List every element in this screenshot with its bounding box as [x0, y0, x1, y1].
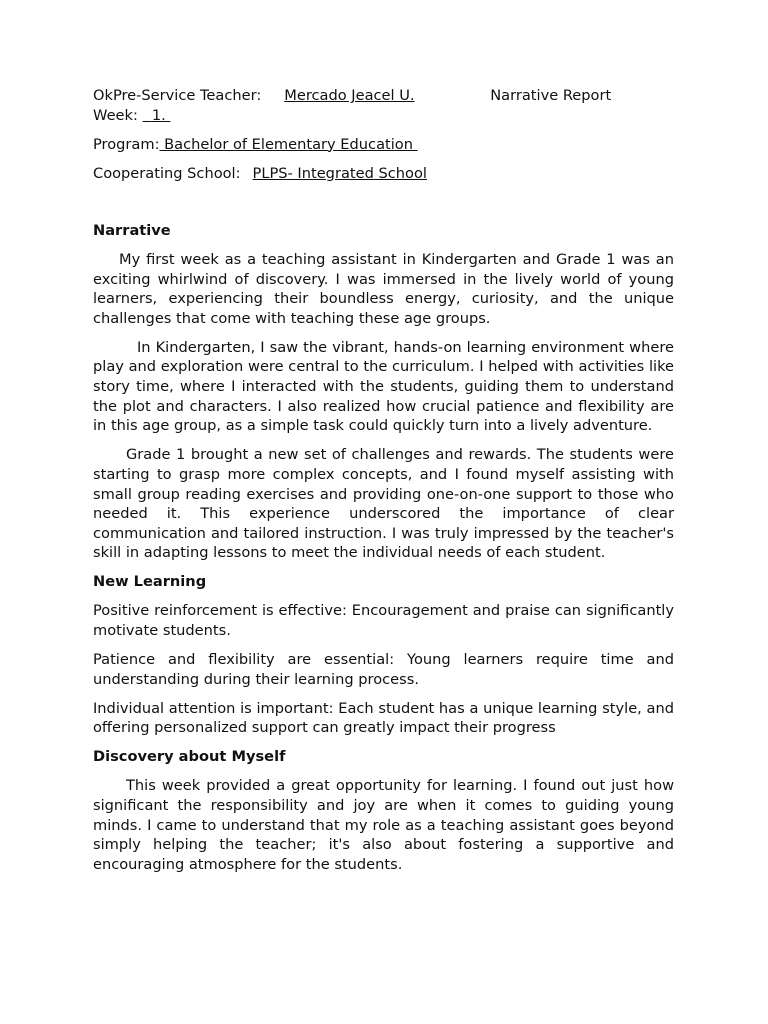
school-line — [93, 164, 674, 184]
week-line — [93, 106, 674, 126]
school-value: PLPS- Integrated School — [252, 164, 427, 182]
program-line — [93, 135, 674, 155]
discovery-heading: Discovery about Myself — [93, 748, 286, 766]
school-label: Cooperating School: — [93, 164, 241, 182]
program-label: Program: — [93, 135, 160, 153]
discovery-paragraph: This week provided a great opportunity for learning. I found out just how significant the responsibility and joy are when it comes to guiding young minds. I came to understand that my role as a teaching assistant goes beyond simply helping the teacher; it's also about fostering a supportive and encouraging atmosphere for the students. — [93, 777, 674, 873]
teacher-name: Mercado Jeacel U. — [284, 87, 415, 104]
narrative-paragraph: In Kindergarten, I saw the vibrant, hands-on learning environment where play and exploration were central to the curriculum. I helped with activities like story time, where I interacted with the students, guiding them to understand the plot and characters. I also realized how crucial patience and flexibility are in this age group, as a simple task could quickly turn into a lively adventure. — [93, 338, 674, 435]
narrative-heading: Narrative — [93, 222, 171, 239]
week-value: 1. — [151, 106, 166, 124]
week-label: Week: — [93, 106, 138, 124]
new-learning-item: Individual attention is important: Each student has a unique learning style, and offering personalized support can greatly impact their progress — [93, 699, 674, 737]
report-label: Narrative Report — [490, 87, 612, 104]
document-content — [93, 86, 674, 874]
new-learning-heading: New Learning — [93, 573, 207, 591]
teacher-line — [93, 86, 674, 106]
program-value: Bachelor of Elementary Education — [159, 135, 418, 153]
narrative-paragraph: My first week as a teaching assistant in Kindergarten and Grade 1 was an exciting whirlwind of discovery. I was immersed in the lively world of young learners, experiencing their boundless energy, curiosity, and the unique challenges that come with teaching these age groups. — [93, 251, 674, 327]
narrative-paragraph: Grade 1 brought a new set of challenges and rewards. The students were starting to grasp more complex concepts, and I found myself assisting with small group reading exercises and providing one-on-one support to those who needed it. This experience underscored the importance of clear communication and tailored instruction. I was truly impressed by the teacher's skill in adapting lessons to meet the individual needs of each student. — [93, 446, 674, 562]
week-value-wrap — [143, 107, 171, 124]
new-learning-item: Positive reinforcement is effective: Encouragement and praise can significantly motivate students. — [93, 602, 674, 639]
teacher-label: OkPre-Service Teacher: — [93, 87, 262, 104]
new-learning-item: Patience and flexibility are essential: Young learners require time and understanding during their learning process. — [93, 651, 674, 688]
report-header — [93, 86, 674, 183]
